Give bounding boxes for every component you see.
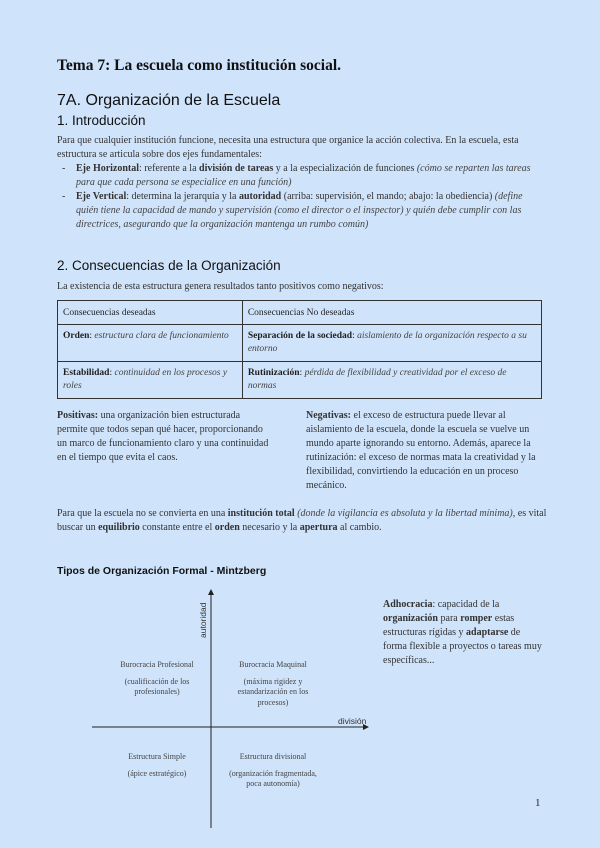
bullet-bold: Eje Horizontal <box>76 163 140 174</box>
closing-text: al cambio. <box>337 522 382 533</box>
bullet-text: (arriba: supervisión, el mando; abajo: la obediencia) <box>281 191 495 202</box>
closing-bold: equilibrio <box>98 522 140 533</box>
page-number: 1 <box>535 797 541 809</box>
cell-term: Orden <box>63 331 90 341</box>
document-title: Tema 7: La escuela como institución social. <box>57 57 342 74</box>
bullet-italic: (cómo se reparten las tareas para que cada persona se especialice en una función) <box>76 163 531 188</box>
cell-description: aislamiento de la organización respecto a su entorno <box>247 331 527 354</box>
section-title: 7A. Organización de la Escuela <box>57 92 281 109</box>
bullet-dash-icon: - <box>62 163 66 174</box>
quadrant-burocracia-maquinal <box>228 660 318 708</box>
bullet-text: : referente a la <box>139 163 200 174</box>
table-cell: Estabilidad: continuidad en los procesos y roles <box>58 362 243 399</box>
adhocracia-text: de forma flexible a proyectos o tareas muy específicas... <box>383 627 542 666</box>
adhocracia-text: estas estructuras rígidas y <box>383 613 515 638</box>
quadrant-name: Estructura Simple <box>128 752 186 761</box>
adhocracia-bold: organización <box>383 613 438 624</box>
closing-text: necesario y la <box>239 522 300 533</box>
positive-label: Positivas: <box>57 410 99 421</box>
closing-text: constante entre el <box>139 522 215 533</box>
closing-italic: (donde la vigilancia es absoluta y la libertad mínima) <box>294 508 513 519</box>
y-axis-label: autoridad <box>198 602 208 638</box>
adhocracia-text: para <box>438 613 461 624</box>
bullet-bold: autoridad <box>239 191 282 202</box>
cell-term: Estabilidad <box>63 368 110 378</box>
closing-bold: orden <box>214 522 240 533</box>
table-header: Consecuencias No deseadas <box>242 301 541 325</box>
adhocracia-note <box>383 598 543 668</box>
consequences-heading: 2. Consecuencias de la Organización <box>57 258 281 273</box>
cell-description: continuidad en los procesos y roles <box>63 368 228 391</box>
adhocracia-bold: adaptarse <box>466 627 509 638</box>
consequences-paragraph: La existencia de esta estructura genera resultados tanto positivos como negativos: <box>57 281 384 292</box>
negative-text: el exceso de estructura puede llevar al aislamiento de la escuela, donde la escuela se vuelve un mundo aparte ignorando su entorno. Además, aparece la rutinización: el exceso de normas mata la creatividad y la flexibilidad, convirtiendo la educación en un proceso mecánico. <box>306 410 536 491</box>
cell-term: Rutinización <box>247 368 300 378</box>
closing-text: , es vital buscar un <box>57 508 547 533</box>
cell-term: Separación de la sociedad <box>247 331 353 341</box>
quadrant-name: Burocracia Maquinal <box>239 660 307 669</box>
adhocracia-text: : capacidad de la <box>432 599 500 610</box>
adhocracia-bold: romper <box>460 613 493 624</box>
positive-text: una organización bien estructurada permite que todos sepan qué hacer, proporcionando un marco de funcionamiento claro y una continuidad en el tiempo que evita el caos. <box>57 410 269 463</box>
quadrant-estructura-simple <box>112 752 202 779</box>
intro-heading: 1. Introducción <box>57 113 146 128</box>
quadrant-name: Burocracia Profesional <box>120 660 194 669</box>
bullet-bold: Eje Vertical <box>76 191 127 202</box>
bullet-dash-icon: - <box>62 191 66 202</box>
table-cell: Orden: estructura clara de funcionamiento <box>58 325 243 362</box>
bullet-bold: división de tareas <box>199 163 274 174</box>
quadrant-note: (máxima rigidez y estandarización en los procesos) <box>237 676 309 707</box>
cell-description: estructura clara de funcionamiento <box>94 331 229 341</box>
x-axis-label: división <box>338 716 367 726</box>
quadrant-name: Estructura divisional <box>239 752 307 761</box>
quadrant-note: (cualificación de los profesionales) <box>124 676 190 696</box>
quadrant-note: (organización fragmentada, poca autonomía) <box>229 768 317 788</box>
bullet-italic: (define quién tiene la capacidad de mando y supervisión (como el director o el inspector) y quién debe cumplir con las directrices, asegurando que la organización mantenga un rumbo común) <box>76 191 523 230</box>
closing-text: Para que la escuela no se convierta en una <box>57 508 228 519</box>
bullet-text: y a la especialización de funciones <box>273 163 417 174</box>
mintzberg-title: Tipos de Organización Formal - Mintzberg <box>57 565 267 577</box>
quadrant-burocracia-profesional <box>112 660 202 698</box>
cell-description: pérdida de flexibilidad y creatividad por el exceso de normas <box>247 368 507 391</box>
bullet-text: : determina la jerarquía y la <box>126 191 239 202</box>
table-cell: Separación de la sociedad: aislamiento de la organización respecto a su entorno <box>242 325 541 362</box>
quadrant-estructura-divisional <box>228 752 318 790</box>
adhocracia-bold: Adhocracia <box>383 599 433 610</box>
quadrant-note: (ápice estratégico) <box>127 768 187 778</box>
table-cell: Rutinización: pérdida de flexibilidad y creatividad por el exceso de normas <box>242 362 541 399</box>
closing-bold: institución total <box>227 508 295 519</box>
negative-label: Negativas: <box>306 410 351 421</box>
table-header: Consecuencias deseadas <box>58 301 243 325</box>
intro-paragraph: Para que cualquier institución funcione, necesita una estructura que organice la acción colectiva. En la escuela, esta estructura se articula sobre dos ejes fundamentales: <box>57 135 519 160</box>
closing-bold: apertura <box>299 522 338 533</box>
